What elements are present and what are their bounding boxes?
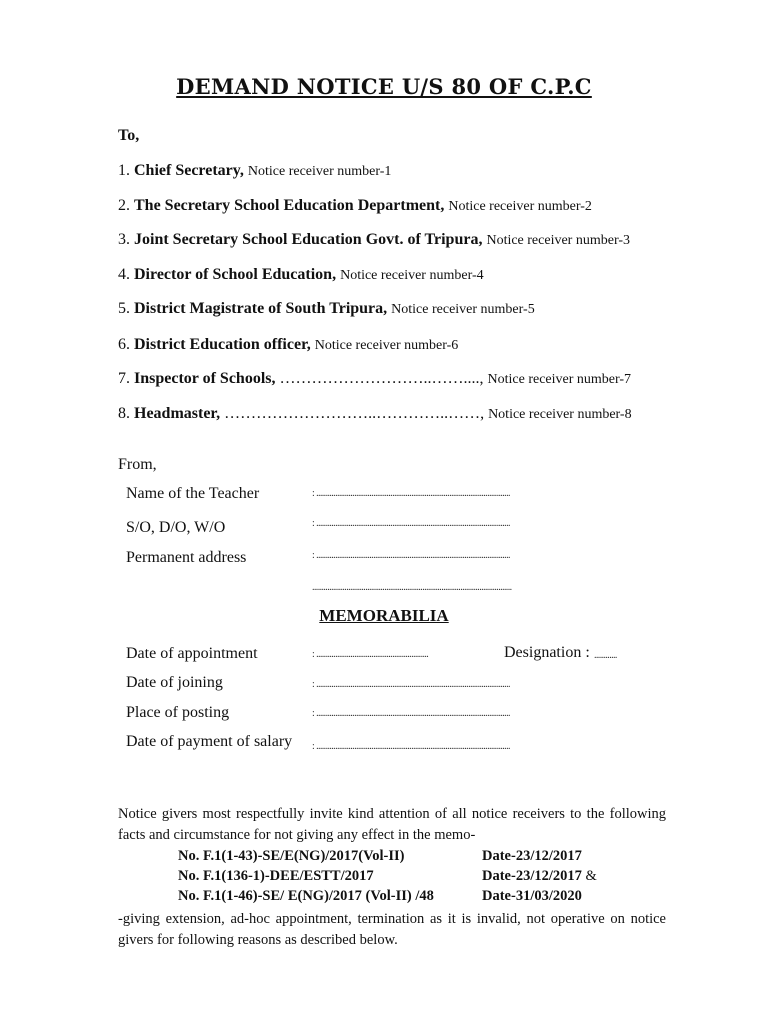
receiver-3 bbox=[118, 231, 630, 249]
reference-suffix: & bbox=[581, 868, 597, 884]
receiver-name: The Secretary School Education Department, bbox=[134, 197, 445, 214]
receiver-name: Headmaster, bbox=[134, 405, 221, 422]
memorabilia-heading: MEMORABILIA bbox=[319, 606, 449, 625]
receiver-name: Chief Secretary, bbox=[134, 162, 244, 179]
receiver-name: Inspector of Schools, bbox=[134, 370, 276, 387]
closing-paragraph: -giving extension, ad-hoc appointment, termination as it is invalid, not operative on notice givers for following reasons as described below. bbox=[118, 911, 666, 948]
receiver-note: Notice receiver number-6 bbox=[314, 338, 459, 353]
receiver-number: 5. bbox=[118, 300, 130, 317]
reference-date-3: Date-31/03/2020 bbox=[482, 888, 582, 904]
field-line-address-continued: ......................................................................................................... bbox=[312, 582, 512, 593]
receiver-fill-dots: ………………………..…………..……, bbox=[224, 405, 485, 422]
field-label-date-appointment: Date of appointment bbox=[126, 645, 258, 662]
intro-paragraph: Notice givers most respectfully invite kind attention of all notice receivers to the following facts and circumstance for not giving any effect in the memo- bbox=[118, 806, 666, 843]
reference-date-2: Date-23/12/2017 bbox=[482, 868, 582, 884]
field-label-date-joining: Date of joining bbox=[126, 674, 223, 691]
receiver-note: Notice receiver number-2 bbox=[448, 199, 592, 214]
designation-line: ............ bbox=[594, 650, 617, 661]
receiver-note: Notice receiver number-3 bbox=[486, 233, 630, 248]
receiver-number: 3. bbox=[118, 231, 130, 248]
receiver-7 bbox=[118, 370, 631, 388]
receiver-6 bbox=[118, 336, 458, 354]
receiver-number: 4. bbox=[118, 266, 130, 283]
field-line-date-appointment: : ........................................................... bbox=[312, 649, 429, 660]
field-label-teacher-name: Name of the Teacher bbox=[126, 485, 260, 502]
receiver-name: District Magistrate of South Tripura, bbox=[134, 300, 388, 317]
receiver-4 bbox=[118, 266, 484, 284]
receiver-note: Notice receiver number-8 bbox=[488, 407, 632, 422]
receiver-name: Director of School Education, bbox=[134, 266, 337, 283]
reference-date-1: Date-23/12/2017 bbox=[482, 848, 582, 864]
receiver-note: Notice receiver number-4 bbox=[340, 268, 484, 283]
receiver-1 bbox=[118, 162, 391, 180]
receiver-number: 7. bbox=[118, 370, 130, 387]
receiver-note: Notice receiver number-7 bbox=[487, 372, 632, 387]
field-label-salary-date: Date of payment of salary bbox=[126, 733, 293, 750]
field-label-place-posting: Place of posting bbox=[126, 704, 230, 721]
field-label-permanent-address: Permanent address bbox=[126, 549, 247, 566]
reference-number-3: No. F.1(1-46)-SE/ E(NG)/2017 (Vol-II) /48 bbox=[178, 888, 434, 904]
receiver-5 bbox=[118, 300, 535, 318]
from-label: From, bbox=[118, 456, 157, 473]
to-label: To, bbox=[118, 127, 140, 144]
receiver-name: Joint Secretary School Education Govt. of Tripura, bbox=[134, 231, 483, 248]
field-line-relation: : ...................................................................................................... bbox=[312, 518, 510, 529]
receiver-note: Notice receiver number-5 bbox=[391, 302, 535, 317]
receiver-8 bbox=[118, 405, 632, 423]
designation-label: Designation : bbox=[504, 644, 590, 661]
reference-date-2-wrap bbox=[482, 868, 597, 885]
receiver-number: 1. bbox=[118, 162, 130, 179]
field-line-permanent-address: : ...................................................................................................... bbox=[312, 550, 510, 561]
document-title: DEMAND NOTICE U/S 80 OF C.P.C bbox=[176, 74, 592, 99]
receiver-number: 8. bbox=[118, 405, 130, 422]
field-line-place-posting: : ...................................................................................................... bbox=[312, 708, 510, 719]
receiver-number: 2. bbox=[118, 197, 130, 214]
field-line-salary-date: : ...................................................................................................... bbox=[312, 741, 510, 752]
receiver-2 bbox=[118, 197, 592, 215]
receiver-number: 6. bbox=[118, 336, 130, 353]
receiver-note: Notice receiver number-1 bbox=[247, 164, 392, 179]
receiver-name: District Education officer, bbox=[134, 336, 311, 353]
field-line-date-joining: : ...................................................................................................... bbox=[312, 679, 510, 690]
reference-number-1: No. F.1(1-43)-SE/E(NG)/2017(Vol-II) bbox=[178, 848, 405, 864]
field-line-teacher-name: : ...................................................................................................... bbox=[312, 488, 510, 499]
reference-number-2: No. F.1(136-1)-DEE/ESTT/2017 bbox=[178, 868, 374, 884]
receiver-fill-dots: ………………………..……...., bbox=[279, 370, 484, 387]
field-label-relation: S/O, D/O, W/O bbox=[126, 519, 226, 536]
